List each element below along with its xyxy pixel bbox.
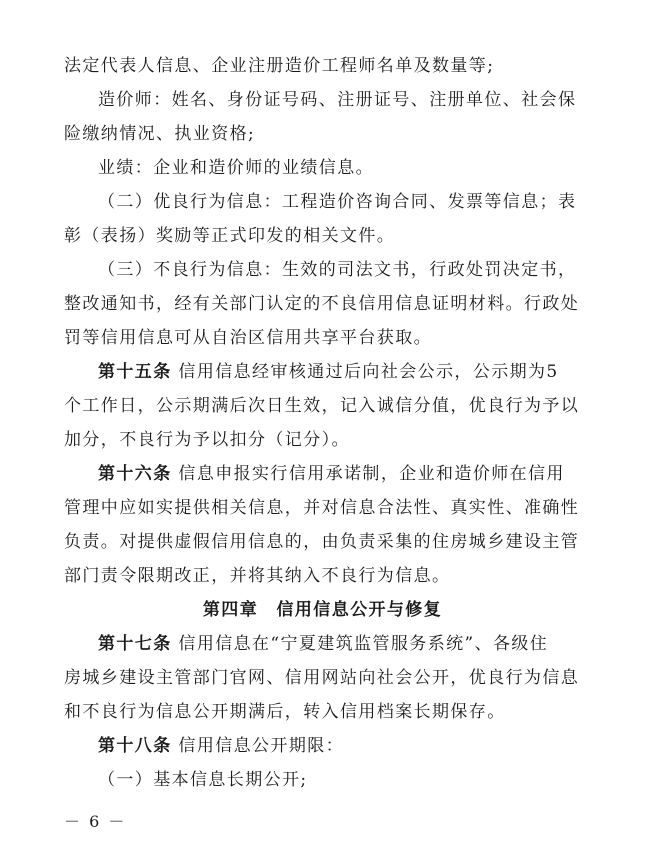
body-line: （一）基本信息长期公开; xyxy=(98,770,308,790)
article-line xyxy=(98,633,548,655)
article-label: 第十八条 xyxy=(98,736,172,756)
body-line: 整改通知书，经有关部门认定的不良信用信息证明材料。行政处 xyxy=(64,294,580,314)
body-line: 部门责令限期改正，并将其纳入不良行为信息。 xyxy=(64,566,451,586)
body-line: 险缴纳情况、执业资格; xyxy=(64,124,256,144)
page-number: － 6 － xyxy=(64,812,127,831)
body-line: 负责。对提供虚假信用信息的，由负责采集的住房城乡建设主管 xyxy=(64,532,580,552)
body-line: 罚等信用信息可从自治区信用共享平台获取。 xyxy=(64,328,432,348)
article-label: 第十五条 xyxy=(98,362,172,382)
body-line: 业绩：企业和造价师的业绩信息。 xyxy=(98,158,374,178)
body-line: 造价师：姓名、身份证号码、注册证号、注册单位、社会保 xyxy=(98,90,577,110)
body-line: 法定代表人信息、企业注册造价工程师名单及数量等; xyxy=(64,56,495,76)
body-line: 管理中应如实提供相关信息，并对信息合法性、真实性、准确性 xyxy=(64,498,580,518)
body-line: 加分，不良行为予以扣分（记分）。 xyxy=(64,430,350,450)
article-line xyxy=(98,735,344,757)
article-label: 第十七条 xyxy=(98,634,172,654)
article-line xyxy=(98,361,559,383)
body-line: 房城乡建设主管部门官网、信用网站向社会公开，优良行为信息 xyxy=(64,668,580,688)
body-line: 个工作日，公示期满后次日生效，记入诚信分值，优良行为予以 xyxy=(64,396,580,416)
chapter-heading: 第四章 信用信息公开与修复 xyxy=(202,600,443,620)
article-text: 信用信息经审核通过后向社会公示，公示期为5 xyxy=(178,362,559,382)
body-line: 彰（表扬）奖励等正式印发的相关文件。 xyxy=(64,226,396,246)
body-line: （三）不良行为信息：生效的司法文书，行政处罚决定书， xyxy=(98,260,577,280)
body-line: 和不良行为信息公开期满后，转入信用档案长期保存。 xyxy=(64,702,506,722)
article-text: 信息申报实行信用承诺制，企业和造价师在信用 xyxy=(178,464,565,484)
body-line: （二）优良行为信息：工程造价咨询合同、发票等信息；表 xyxy=(98,192,577,212)
article-text: 信用信息在“宁夏建筑监管服务系统”、各级住 xyxy=(178,634,549,654)
article-line xyxy=(98,463,565,485)
article-text: 信用信息公开期限： xyxy=(178,736,345,756)
article-label: 第十六条 xyxy=(98,464,172,484)
